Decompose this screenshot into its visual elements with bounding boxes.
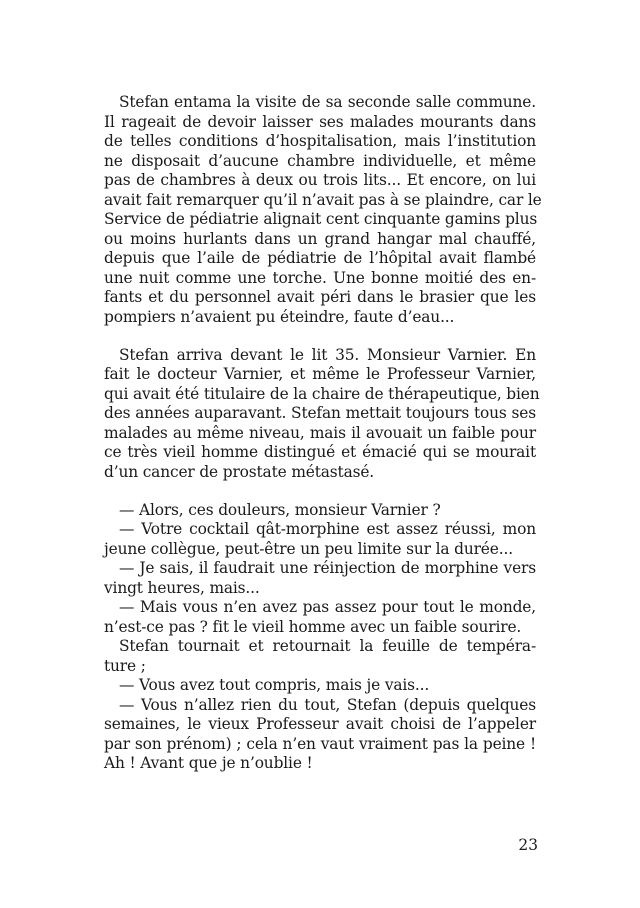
paragraph-1 [104,93,542,327]
text-line: Service de pédiatrie alignait cent cinquante gamins plus [104,210,538,228]
page-body [104,93,542,774]
text-line: — Je sais, il faudrait une réinjection de morphine vers [119,559,536,577]
text-line: fait le docteur Varnier, et même le Professeur Varnier, [104,365,536,383]
dialogue-line-2 [104,520,536,559]
text-line: malades au même niveau, mais il avouait un faible pour [104,423,536,442]
text-line: — Votre cocktail qât-morphine est assez réussi, mon [119,520,536,538]
text-line: Il rageait de devoir laisser ses malades mourants dans [104,112,536,131]
text-line: ture ; [104,656,146,675]
text-line: — Mais vous n’en avez pas assez pour tout le monde, [119,598,536,616]
dialogue-line-6 [104,696,536,774]
text-line: depuis que l’aile de pédiatrie de l’hôpital avait flambé [104,249,536,267]
text-line: pas de chambres à deux ou trois lits... Et encore, on lui [104,171,536,189]
text-line: pompiers n’avaient pu éteindre, faute d’eau... [104,307,455,326]
page-number: 23 [518,836,538,854]
dialogue-line-4 [104,598,536,637]
dialogue-section [104,501,536,774]
text-line: — Vous avez tout compris, mais je vais... [119,676,430,694]
text-line: — Alors, ces douleurs, monsieur Varnier ? [119,500,441,519]
dialogue-line-1 [104,501,536,521]
text-line: Ah ! Avant que je n’oublie ! [104,754,313,772]
text-line: ou moins hurlants dans un grand hangar mal chauffé, [104,229,536,248]
text-line: par son prénom) ; cela n’en vaut vraiment pas la peine ! [104,734,536,753]
text-line: de telles conditions d’hospitalisation, mais l’institution [104,132,536,150]
text-line: des années auparavant. Stefan mettait toujours tous ses [104,404,536,422]
text-line: jeune collègue, peut-être un peu limite sur la durée... [104,539,513,558]
paragraph-gap [104,327,536,346]
text-line: Stefan tournait et retournait la feuille de tempéra- [119,637,536,655]
dialogue-line-5 [104,676,536,696]
text-line: fants et du personnel avait péri dans le brasier que les [104,288,536,306]
dialogue-line-3 [104,559,536,598]
text-line: une nuit comme une torche. Une bonne moitié des en- [104,268,536,287]
text-line: avait fait remarquer qu’il n’avait pas à se plaindre, car le [104,190,542,209]
text-line: ne disposait d’aucune chambre individuelle, et même [104,151,536,170]
text-line: n’est-ce pas ? fit le vieil homme avec un faible sourire. [104,617,522,636]
text-line: — Vous n’allez rien du tout, Stefan (depuis quelques [119,695,536,714]
text-line: Stefan entama la visite de sa seconde salle commune. [119,93,536,111]
text-line: semaines, le vieux Professeur avait choisi de l’appeler [104,715,536,733]
paragraph-gap [104,482,536,501]
text-line: ce très vieil homme distingué et émacié qui se mourait [104,443,536,461]
narration-line [104,637,536,676]
text-line: vingt heures, mais... [104,578,260,597]
text-line: d’un cancer de prostate métastasé. [104,462,375,481]
paragraph-2 [104,345,540,483]
text-line: qui avait été titulaire de la chaire de thérapeutique, bien [104,384,540,403]
text-line: Stefan arriva devant le lit 35. Monsieur Varnier. En [119,345,536,364]
